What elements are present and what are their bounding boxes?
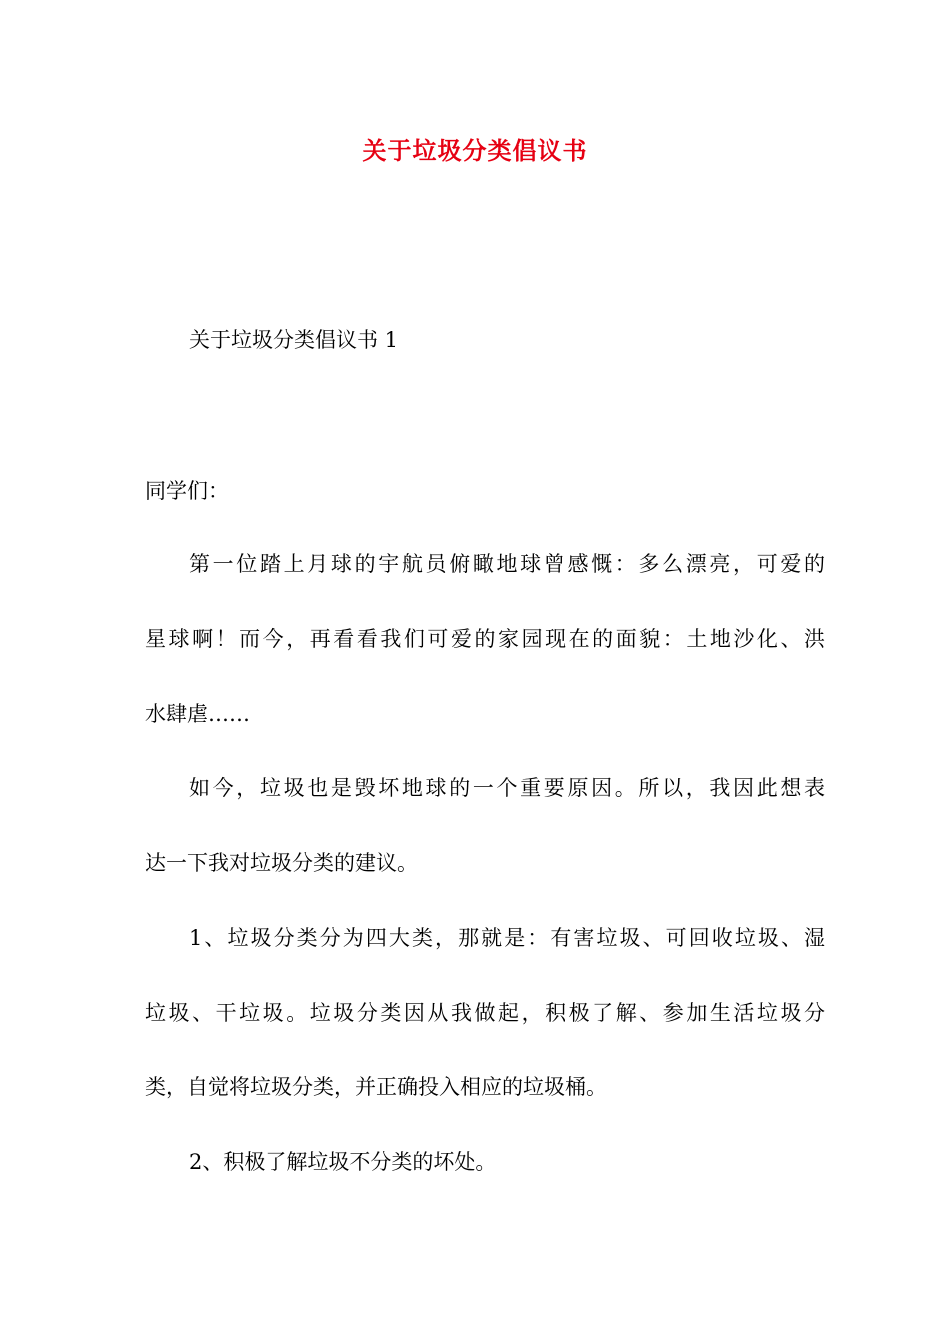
paragraph-line: 垃圾、干垃圾。垃圾分类因从我做起，积极了解、参加生活垃圾分 bbox=[145, 1001, 825, 1025]
paragraph-line: 第一位踏上月球的宇航员俯瞰地球曾感慨：多么漂亮，可爱的 bbox=[189, 552, 825, 576]
paragraph-line: 2、积极了解垃圾不分类的坏处。 bbox=[189, 1150, 497, 1174]
paragraph-line: 1、垃圾分类分为四大类，那就是：有害垃圾、可回收垃圾、湿 bbox=[189, 926, 825, 950]
paragraph-line: 类，自觉将垃圾分类，并正确投入相应的垃圾桶。 bbox=[145, 1075, 607, 1099]
paragraph-line: 水肆虐…… bbox=[145, 702, 250, 726]
paragraph-line: 星球啊！而今，再看看我们可爱的家园现在的面貌：土地沙化、洪 bbox=[145, 627, 825, 651]
section-heading: 关于垃圾分类倡议书 1 bbox=[189, 328, 399, 352]
document-title: 关于垃圾分类倡议书 bbox=[362, 136, 588, 165]
salutation: 同学们： bbox=[145, 479, 229, 503]
paragraph-line: 如今，垃圾也是毁坏地球的一个重要原因。所以，我因此想表 bbox=[189, 776, 825, 800]
paragraph-line: 达一下我对垃圾分类的建议。 bbox=[145, 851, 418, 875]
